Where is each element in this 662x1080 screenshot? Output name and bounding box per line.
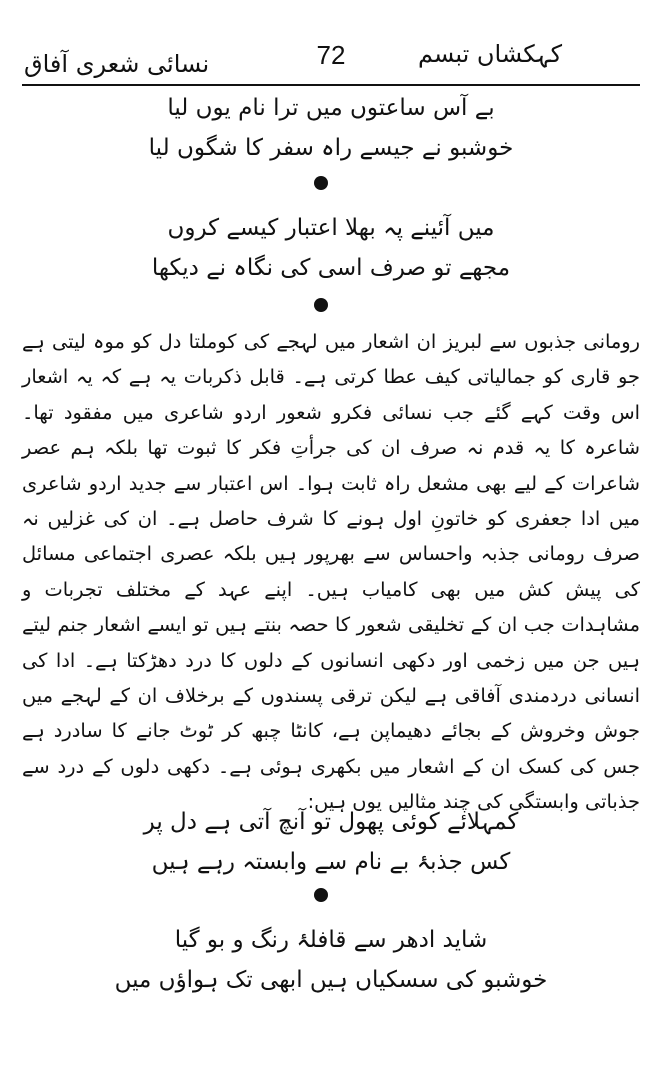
couplet-2-line-1: میں آئینے پہ بھلا اعتبار کیسے کروں: [167, 215, 495, 241]
couplet-2-line-2: مجھے تو صرف اسی کی نگاہ نے دیکھا: [151, 255, 511, 281]
body-paragraph: [22, 324, 640, 820]
paragraph-text: رومانی جذبوں سے لبریز ان اشعار میں لہجے کی کوملتا دل کو موہ لیتی ہے جو قاری کو جمالیاتی کیف عطا کرتی ہے۔ قابل ذکربات یہ ہے کہ یہ اشعار اس وقت کہے گئے جب نسائی فکرو شعور اردو شاعری میں مفقود تھا۔ شاعرہ کا یہ قدم نہ صرف ان کی جرأتِ فکر کا ثبوت تھا بلکہ ہم عصر شاعرات کے لیے بھی مشعل راہ ثابت ہوا۔ اس اعتبار سے جدید اردو شاعری میں ادا جعفری کو خاتونِ اول ہونے کا شرف حاصل ہے۔ ان کی غزلیں نہ صرف رومانی جذبہ واحساس سے بھرپور ہیں بلکہ عصری اجتماعی مسائل کی پیش کش میں بھی کامیاب ہیں۔ اپنے عہد کے مختلف تجربات و مشاہدات جب ان کے تخلیقی شعور کا حصہ بنتے ہیں تو ایسے اشعار جنم لیتے ہیں جن میں زخمی اور دکھی انسانوں کے دلوں کا درد دھڑکتا ہے۔ ادا کی انسانی دردمندی آفاقی ہے لیکن ترقی پسندوں کے برخلاف ان کے لہجے میں جوش وخروش کے بجائے دھیماپن ہے، کانٹا چبھ کر ٹوٹ جانے کا سادرد ہے جس کی کسک ان کے اشعار میں بکھری ہوئی ہے۔ دکھی دلوں کے درد سے جذباتی وابستگی کی چند مثالیں یوں ہیں:: [22, 330, 640, 814]
separator-bullet: [314, 888, 328, 902]
couplet-1-line-2: خوشبو نے جیسے راہ سفر کا شگوں لیا: [148, 135, 514, 161]
author-name: کہکشاں تبسم: [417, 40, 562, 68]
separator-bullet: [314, 176, 328, 190]
page-number: 72: [316, 40, 346, 70]
separator-bullet: [314, 298, 328, 312]
couplet-4-line-2: خوشبو کی سسکیاں ہیں ابھی تک ہواؤں میں: [114, 967, 548, 993]
couplet-3-line-2: کس جذبۂ بے نام سے وابستہ رہے ہیں: [151, 849, 511, 875]
header-divider: [22, 84, 640, 86]
book-title: نسائی شعری آفاق: [24, 50, 210, 78]
couplet-1-line-1: بے آس ساعتوں میں ترا نام یوں لیا: [167, 95, 495, 121]
couplet-3-line-1: کمہلائے کوئی پھول تو آنچ آتی ہے دل پر: [143, 809, 519, 835]
couplet-4-line-1: شاید ادھر سے قافلۂ رنگ و بو گیا: [174, 927, 488, 953]
